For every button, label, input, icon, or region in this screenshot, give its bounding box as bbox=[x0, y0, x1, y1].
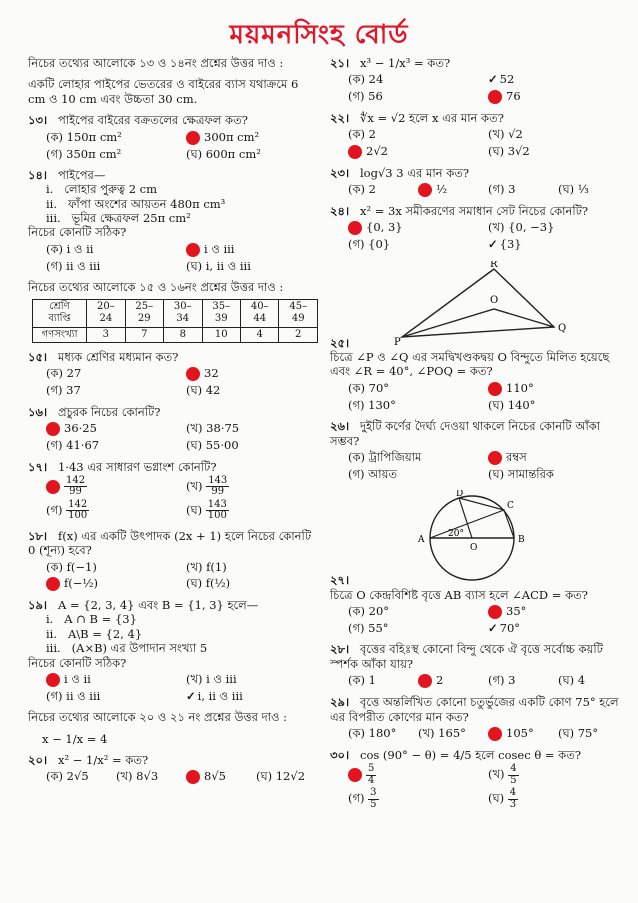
point-label-d: D bbox=[455, 490, 463, 500]
question-text: প্রচুরক নিচের কোনটি? bbox=[58, 404, 161, 419]
table-cell: 25–29 bbox=[125, 299, 163, 327]
option[interactable]: (খ) 165° bbox=[418, 725, 466, 740]
bisector-lines bbox=[402, 309, 554, 337]
fraction bbox=[66, 500, 89, 522]
point-label-c: C bbox=[506, 501, 514, 512]
answer-mark bbox=[348, 145, 362, 159]
statement: ii. A\B = {2, 4} bbox=[46, 626, 143, 641]
denominator: 4 bbox=[368, 774, 375, 786]
table-cell: শ্রেণি ব্যাপ্তি bbox=[33, 299, 87, 327]
angle-label: 20° bbox=[447, 529, 464, 540]
chord-lines bbox=[430, 510, 514, 538]
option[interactable]: (ক) 27 bbox=[46, 366, 82, 381]
option[interactable]: (গ) 41·67 bbox=[46, 438, 100, 453]
option[interactable]: (খ) i ও iii bbox=[186, 671, 237, 686]
question-text: দুইটি কর্ণের দৈর্ঘ্য দেওয়া থাকলে নিচের কোনটি আঁকা সম্ভব? bbox=[330, 419, 601, 448]
option[interactable]: (ঘ) 42 bbox=[186, 383, 221, 398]
numerator: 3 bbox=[370, 787, 377, 799]
question-number: ২৬। bbox=[330, 419, 350, 434]
option[interactable]: (খ) f(1) bbox=[186, 559, 227, 574]
center-label-o: O bbox=[469, 543, 478, 554]
intro-text: নিচের তথ্যের আলোকে ১৫ ও ১৬নং প্রশ্নের উত্তর দাও : bbox=[28, 280, 284, 295]
question-14 bbox=[28, 168, 318, 273]
answer-mark bbox=[186, 243, 200, 257]
answer-mark bbox=[46, 673, 60, 687]
page-title: ময়মনসিংহ বোর্ড bbox=[229, 20, 409, 50]
option-marked[interactable] bbox=[44, 476, 178, 498]
option[interactable]: (ক) ট্রাপিজিয়াম bbox=[348, 449, 422, 464]
option[interactable]: (ঘ) 75° bbox=[558, 725, 599, 740]
tick-mark-icon: ✓ bbox=[488, 72, 498, 87]
option[interactable]: (ক) 24 bbox=[348, 72, 384, 87]
question-number: ১৫। bbox=[28, 350, 48, 364]
answer-mark bbox=[488, 451, 502, 465]
question-text: বৃত্তের বহিঃস্থ কোনো বিন্দু থেকে ঐ বৃত্তে সর্বোচ্চ কয়টি স্পর্শক আঁকা যায়? bbox=[330, 642, 603, 671]
vertex-label-r: R bbox=[489, 260, 498, 270]
fraction bbox=[508, 788, 518, 810]
option[interactable]: (খ) 38·75 bbox=[186, 421, 240, 436]
option-marked[interactable] bbox=[416, 182, 480, 197]
option-label: 32 bbox=[204, 366, 219, 381]
option[interactable]: (গ) 3 bbox=[488, 673, 516, 688]
denominator: 100 bbox=[68, 510, 88, 522]
option[interactable]: (ঘ) 3√2 bbox=[488, 143, 530, 158]
option-marked[interactable] bbox=[184, 242, 318, 257]
question-26 bbox=[330, 419, 620, 481]
fraction bbox=[206, 500, 229, 522]
table-cell: 8 bbox=[164, 327, 202, 343]
question-16 bbox=[28, 405, 318, 453]
vertex-label-q: Q bbox=[557, 322, 566, 334]
answer-mark bbox=[46, 480, 60, 494]
option-ticked[interactable] bbox=[486, 72, 620, 86]
option[interactable]: (ক) 2 bbox=[348, 127, 376, 142]
option[interactable] bbox=[346, 788, 480, 810]
equation: x − 1/x = 4 bbox=[42, 731, 108, 746]
option[interactable]: (ঘ) 140° bbox=[488, 397, 536, 412]
question-25 bbox=[330, 259, 620, 413]
option-marked[interactable] bbox=[346, 764, 480, 786]
option[interactable] bbox=[184, 476, 318, 498]
question-text: চিত্রে ∠P ও ∠Q এর সমদ্বিখণ্ডকদ্বয় O বিন্দুতে মিলিত হয়েছে এবং ∠R = 40°, ∠POQ = কত? bbox=[330, 350, 610, 379]
question-23 bbox=[330, 166, 620, 197]
option-label: 36·25 bbox=[64, 421, 97, 436]
question-text: 1·43 এর সাধারণ ভগ্নাংশ কোনটি? bbox=[58, 459, 217, 474]
option-marked[interactable] bbox=[486, 381, 620, 396]
option[interactable]: (গ) 130° bbox=[348, 397, 396, 412]
question-22 bbox=[330, 111, 620, 159]
table-header-row bbox=[33, 299, 318, 327]
question-13 bbox=[28, 113, 318, 161]
tick-mark-icon: ✓ bbox=[488, 621, 498, 635]
option[interactable]: (ক) 150π cm² bbox=[46, 129, 122, 144]
question-text: x² − 1/x² = কত? bbox=[58, 753, 149, 767]
option[interactable]: (খ) √2 bbox=[488, 127, 523, 142]
option[interactable]: (ক) 2 bbox=[348, 181, 376, 196]
option-label: 52 bbox=[499, 72, 515, 87]
option[interactable] bbox=[44, 500, 178, 522]
option[interactable]: (গ) 350π cm² bbox=[46, 146, 122, 161]
option-marked[interactable] bbox=[44, 421, 178, 436]
option-label: 2√2 bbox=[366, 143, 388, 158]
statement: i. A ∩ B = {3} bbox=[46, 612, 137, 627]
question-number: ২০। bbox=[28, 753, 48, 767]
vertex-label-p: P bbox=[393, 336, 401, 347]
question-text: মধ্যক শ্রেণির মধ্যমান কত? bbox=[58, 350, 179, 364]
table-cell: গণসংখ্যা bbox=[33, 327, 87, 343]
table-cell: 30–34 bbox=[164, 299, 202, 327]
option[interactable]: (ঘ) f(½) bbox=[186, 576, 231, 590]
answer-mark bbox=[348, 221, 362, 235]
question-number: ১৪। bbox=[28, 167, 48, 182]
question-number: ১৯। bbox=[28, 598, 48, 612]
fraction bbox=[508, 764, 518, 786]
question-number: ২১। bbox=[330, 56, 350, 70]
option-label: ½ bbox=[436, 181, 448, 196]
table-cell: 2 bbox=[279, 327, 318, 343]
option[interactable]: (ঘ) 600π cm² bbox=[186, 146, 261, 161]
numerator: 5 bbox=[368, 763, 375, 775]
question-number: ২২। bbox=[330, 110, 350, 125]
denominator: 5 bbox=[510, 774, 517, 786]
option-label: 76 bbox=[506, 88, 521, 103]
option-label: 8√5 bbox=[204, 769, 226, 784]
option-marked[interactable] bbox=[346, 220, 480, 235]
numerator: 142 bbox=[66, 474, 86, 486]
option[interactable]: (গ) 55° bbox=[348, 621, 389, 635]
question-text: A = {2, 3, 4} এবং B = {1, 3} হলে— bbox=[58, 598, 259, 612]
statement: ii. ফাঁপা অংশের আয়তন 480π cm³ bbox=[46, 196, 226, 211]
option-label: 110° bbox=[506, 380, 534, 395]
option-ticked[interactable] bbox=[184, 689, 318, 703]
option[interactable]: (গ) 3 bbox=[488, 181, 516, 196]
option-marked[interactable] bbox=[184, 130, 318, 145]
denominator: 100 bbox=[207, 510, 227, 522]
question-text: বৃত্তে অন্তর্লিখিত কোনো চতুর্ভুজের একটি কোণ 75° হলে এর বিপরীত কোণের মান কত? bbox=[330, 695, 619, 724]
question-text: x² = 3x সমীকরণের সমাধান সেট নিচের কোনটি? bbox=[360, 203, 589, 218]
answer-mark bbox=[488, 605, 502, 619]
question-number: ১৮। bbox=[28, 528, 48, 543]
table-cell: 20–24 bbox=[87, 299, 125, 327]
answer-mark bbox=[418, 183, 432, 197]
option[interactable]: (ক) 180° bbox=[348, 725, 397, 740]
tick-mark-icon: ✓ bbox=[186, 688, 196, 703]
option-letter: (খ) bbox=[488, 767, 505, 782]
option-label: {0, 3} bbox=[366, 220, 403, 235]
right-column bbox=[330, 56, 620, 810]
context-text: একটি লোহার পাইপের ভেতরের ও বাইরের ব্যাস যথাক্রমে 6 cm ও 10 cm এবং উচ্চতা 30 cm. bbox=[28, 77, 299, 106]
fraction bbox=[366, 764, 376, 786]
option[interactable]: (গ) আয়ত bbox=[348, 466, 397, 481]
prompt-text: নিচের কোনটি সঠিক? bbox=[28, 655, 127, 670]
question-text: f(x) এর একটি উৎপাদক (2x + 1) হলে নিচের কোনটি 0 (শূন্য) হবে? bbox=[28, 528, 312, 558]
option[interactable]: (ঘ) i, ii ও iii bbox=[186, 258, 251, 273]
table-cell: 3 bbox=[87, 327, 125, 343]
question-18 bbox=[28, 529, 318, 591]
answer-mark bbox=[488, 90, 502, 104]
option-marked[interactable] bbox=[184, 366, 318, 381]
table-cell: 35–39 bbox=[202, 299, 240, 327]
answer-mark bbox=[186, 770, 200, 784]
option[interactable]: (গ) 56 bbox=[348, 88, 383, 103]
table-cell: 10 bbox=[202, 327, 240, 343]
fraction bbox=[64, 476, 87, 498]
option[interactable]: (গ) {0} bbox=[348, 237, 391, 252]
answer-mark bbox=[418, 674, 432, 688]
question-24 bbox=[330, 204, 620, 252]
fraction bbox=[368, 788, 378, 810]
intro-text: নিচের তথ্যের আলোকে ২০ ও ২১ নং প্রশ্নের উত্তর দাও : bbox=[28, 710, 287, 725]
numerator: 4 bbox=[509, 787, 517, 799]
option-letter: (গ) bbox=[46, 502, 63, 517]
question-number: ২৭। bbox=[330, 573, 350, 588]
statement: iii. (A×B) এর উপাদান সংখ্যা 5 bbox=[46, 641, 208, 656]
question-number: ২৩। bbox=[330, 165, 350, 180]
option-marked[interactable] bbox=[486, 89, 620, 104]
numerator: 142 bbox=[68, 498, 88, 510]
option-label: i ও ii bbox=[64, 671, 91, 686]
option[interactable]: (ঘ) 12√2 bbox=[256, 769, 306, 784]
answer-mark bbox=[46, 422, 60, 436]
intro-text: নিচের তথ্যের আলোকে ১৩ ও ১৪নং প্রশ্নের উত্তর দাও : bbox=[28, 56, 284, 70]
question-30 bbox=[330, 748, 620, 810]
answer-mark bbox=[186, 131, 200, 145]
question-20 bbox=[28, 753, 318, 784]
option-marked[interactable] bbox=[184, 769, 248, 784]
option-marked[interactable] bbox=[346, 144, 480, 159]
question-text: cos (90° − θ) = 4/5 হলে cosec θ = কত? bbox=[360, 747, 582, 762]
denominator: 3 bbox=[509, 798, 517, 810]
question-text: ∜x = √2 হলে x এর মান কত? bbox=[360, 110, 504, 125]
statement: iii. ভূমির ক্ষেত্রফল 25π cm² bbox=[46, 211, 191, 225]
option[interactable] bbox=[486, 764, 620, 786]
denominator: 5 bbox=[370, 798, 377, 810]
answer-mark bbox=[186, 367, 200, 381]
prompt-text: নিচের কোনটি সঠিক? bbox=[28, 225, 127, 240]
option[interactable]: (গ) 37 bbox=[46, 383, 81, 398]
option[interactable]: (ঘ) সামান্তরিক bbox=[488, 466, 554, 481]
question-number: ১৬। bbox=[28, 404, 48, 419]
option-letter: (গ) bbox=[348, 791, 365, 806]
numerator: 143 bbox=[208, 474, 228, 486]
option-ticked[interactable] bbox=[486, 621, 620, 635]
question-29 bbox=[330, 695, 620, 741]
option-marked[interactable] bbox=[486, 450, 620, 465]
option-letter: (খ) bbox=[186, 478, 203, 493]
question-27 bbox=[330, 488, 620, 635]
option[interactable] bbox=[486, 788, 620, 810]
answer-mark bbox=[46, 577, 60, 591]
frequency-table bbox=[32, 299, 318, 344]
option[interactable]: (ঘ) 55·00 bbox=[186, 438, 239, 453]
tick-mark-icon: ✓ bbox=[488, 237, 498, 252]
option-label: 70° bbox=[499, 621, 521, 635]
option[interactable]: (গ) ii ও iii bbox=[46, 688, 101, 703]
option-label: 105° bbox=[506, 725, 534, 740]
option[interactable]: (খ) {0, −3} bbox=[488, 220, 555, 235]
question-text: পাইপের— bbox=[58, 167, 106, 182]
statement: i. লোহার পুরুত্ব 2 cm bbox=[46, 182, 158, 197]
question-21 bbox=[330, 56, 620, 104]
question-text: log√3 3 এর মান কত? bbox=[360, 165, 470, 180]
option[interactable]: (ক) 20° bbox=[348, 604, 390, 618]
option[interactable]: (খ) 8√3 bbox=[116, 769, 159, 784]
denominator: 99 bbox=[211, 486, 225, 498]
question-17 bbox=[28, 460, 318, 522]
option-ticked[interactable] bbox=[486, 237, 620, 251]
option-label: 2 bbox=[436, 673, 444, 688]
question-number: ২৫। bbox=[330, 335, 350, 350]
question-19 bbox=[28, 598, 318, 703]
option-label: i, ii ও iii bbox=[197, 688, 243, 703]
option-letter: (ঘ) bbox=[488, 791, 505, 806]
question-15 bbox=[28, 350, 318, 398]
option-marked[interactable] bbox=[44, 576, 178, 591]
answer-mark bbox=[348, 768, 362, 782]
question-28 bbox=[330, 642, 620, 688]
option-label: 300π cm² bbox=[204, 129, 260, 144]
option-label: 35° bbox=[506, 604, 527, 618]
point-label-b: B bbox=[517, 535, 525, 546]
option[interactable]: (ক) 2√5 bbox=[46, 769, 89, 784]
question-text: x³ − 1/x³ = কত? bbox=[360, 56, 451, 70]
option[interactable]: (ঘ) ⅓ bbox=[558, 181, 589, 196]
option-marked[interactable] bbox=[486, 604, 620, 619]
option[interactable]: (ক) f(−1) bbox=[46, 559, 97, 574]
answer-mark bbox=[488, 727, 502, 741]
fraction bbox=[206, 476, 229, 498]
answer-mark bbox=[488, 382, 502, 396]
numerator: 4 bbox=[510, 763, 517, 775]
triangle-pqr bbox=[402, 269, 554, 337]
option[interactable]: (ক) 70° bbox=[348, 380, 390, 395]
question-number: ২৮। bbox=[330, 642, 350, 657]
point-label-a: A bbox=[417, 535, 425, 546]
option-label: {3} bbox=[499, 237, 522, 252]
option[interactable]: (ক) 1 bbox=[348, 673, 376, 688]
left-column bbox=[28, 56, 318, 784]
circle-figure bbox=[404, 490, 554, 584]
option[interactable]: (ঘ) 4 bbox=[558, 673, 586, 688]
question-number: ১৭। bbox=[28, 459, 48, 474]
option[interactable]: (ক) i ও ii bbox=[46, 241, 94, 256]
table-cell: 7 bbox=[125, 327, 163, 343]
option-marked[interactable] bbox=[486, 726, 550, 741]
option-marked[interactable] bbox=[416, 673, 480, 688]
denominator: 99 bbox=[69, 486, 82, 498]
option-label: রম্বস bbox=[506, 449, 527, 464]
triangle-figure bbox=[394, 261, 604, 347]
question-text: পাইপের বাইরের বক্রতলের ক্ষেত্রফল কত? bbox=[58, 113, 248, 128]
point-label-o: O bbox=[489, 294, 498, 306]
question-number: ২৪। bbox=[330, 203, 350, 218]
option[interactable]: (গ) ii ও iii bbox=[46, 258, 101, 273]
table-cell: 4 bbox=[240, 327, 278, 343]
option-letter: (ঘ) bbox=[186, 502, 203, 517]
table-row bbox=[33, 327, 318, 343]
option-label: i ও iii bbox=[204, 241, 235, 256]
option-marked[interactable] bbox=[44, 672, 178, 687]
option-label: f(−½) bbox=[64, 576, 99, 590]
numerator: 143 bbox=[207, 498, 227, 510]
question-number: ৩০। bbox=[330, 747, 350, 762]
table-cell: 40–44 bbox=[240, 299, 278, 327]
question-text: চিত্রে O কেন্দ্রবিশিষ্ট বৃত্তে AB ব্যাস হলে ∠ACD = কত? bbox=[330, 587, 588, 602]
question-number: ২৯। bbox=[330, 695, 350, 710]
option[interactable] bbox=[184, 500, 318, 522]
question-number: ১৩। bbox=[28, 113, 48, 128]
table-cell: 45–49 bbox=[279, 299, 318, 327]
